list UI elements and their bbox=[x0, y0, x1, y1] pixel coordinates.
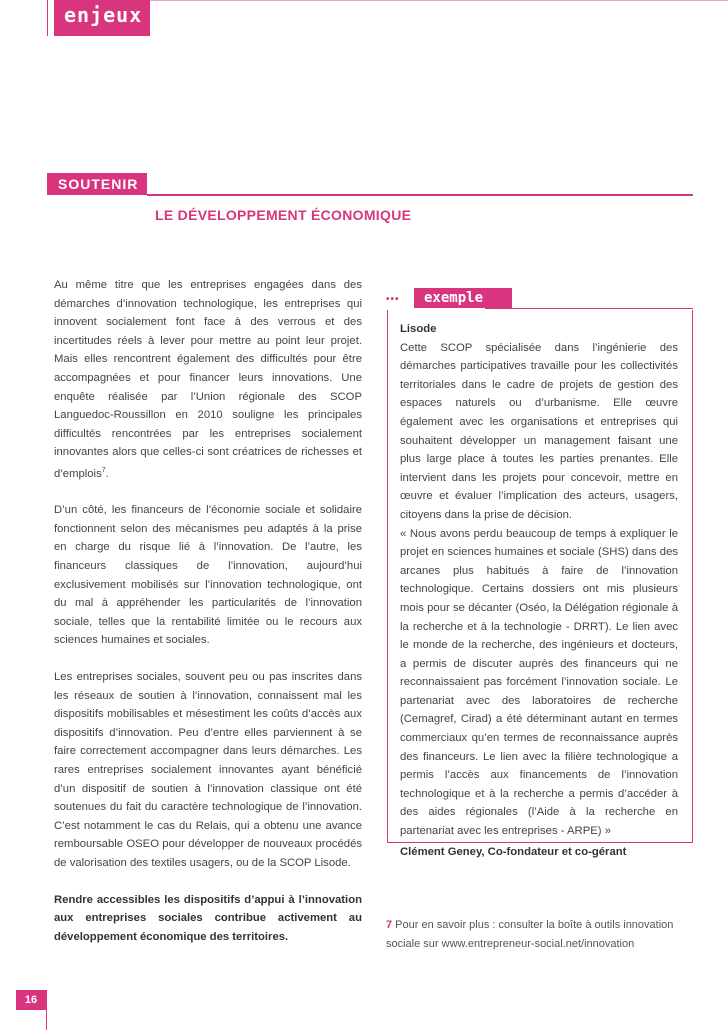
paragraph-1-text: Au même titre que les entreprises engagées dans des démarches d’innovation technologique, les entreprises qui innovent socialement font face à des verrous et des incertitudes réels à lever pour mettre au point leur projet. Mais elles rencontrent également des difficultés pour être accompagnées et pour financer leurs innovations. Une enquête réalisée par l’Union régionale des SCOP Languedoc-Roussillon en 2010 souligne les principales difficultés rencontrées par les entreprises socialement innovantes alors que celles-ci sont créatrices de richesses et d’emplois bbox=[54, 279, 362, 480]
header-rule bbox=[150, 0, 728, 1]
dots-icon: ••• bbox=[386, 294, 400, 305]
paragraph-2: D’un côté, les financeurs de l’économie sociale et solidaire fonctionnent selon des mécanismes peu adaptés à la prise en charge du risque lié à l’innovation. De l’autre, les financeurs classiques de l’innovation, aujourd’hui exclusivement mobilisés sur l’innovation technologique, ont du mal à appréhender les particularités de l’innovation sociale, telles que la rentabilité limitée ou le recours aux sciences humaines et sociales. bbox=[54, 504, 362, 647]
example-quote: « Nous avons perdu beaucoup de temps à expliquer le projet en sciences humaines et sociale (SHS) dans des arcanes plus habitués à faire de l’innovation technologique. Certains dossiers ont mis plusieurs mois pour se décanter (Oséo, la Délégation régionale à la recherche et à la technologie - DRRT). Le lien avec le monde de la recherche, des ingénieurs et docteurs, a permis de discuter auprès des financeurs qui ne reconnaissaient pas forcément l’innovation sociale. Le partenariat avec des laboratoires de recherche (Cemagref, Cirad) a été déterminant autant en termes commerciaux qu’en termes de reconnaissance auprès des financeurs. Le lien avec la filière technologique a permis l’accès aux financements de l’innovation technologique et à la recherche a permis d’accéder à des aides régionales (l’Aide à la recherche en partenariat avec les entreprises - ARPE) » bbox=[400, 527, 678, 838]
example-text bbox=[400, 320, 678, 861]
page-title: LE DÉVELOPPEMENT ÉCONOMIQUE bbox=[155, 207, 412, 223]
page-number: 16 bbox=[16, 990, 46, 1010]
footnote-ref: 7 bbox=[101, 466, 106, 474]
paragraph-4-conclusion: Rendre accessibles les dispositifs d’appui à l’innovation aux entreprises sociales contribue activement au développement économique des territoires. bbox=[54, 893, 362, 943]
example-label: exemple bbox=[414, 288, 512, 308]
section-label: SOUTENIR bbox=[47, 173, 147, 195]
footnote bbox=[386, 916, 706, 953]
paragraph-1-end: . bbox=[105, 467, 109, 480]
header-left-rule bbox=[47, 0, 48, 36]
section-rule bbox=[147, 194, 693, 196]
section-tab bbox=[54, 0, 150, 36]
example-description: Cette SCOP spécialisée dans l’ingénierie des démarches participatives travaille pour les collectivités territoriales dans le cadre de projets de gestion des espaces naturels ou d’urbanisme. Elle œuvre également avec les organisations et entreprises qui souhaitent développer un management faisant une plus large place à toutes les parties prenantes. Elle intervient dans les projets pour concevoir, mettre en œuvre et évaluer l’implication des acteurs, usagers, citoyens dans la prise de décision. bbox=[400, 341, 678, 521]
paragraph-1 bbox=[54, 276, 362, 483]
section-tab-label: enjeux bbox=[64, 3, 143, 27]
paragraph-3: Les entreprises sociales, souvent peu ou pas inscrites dans les réseaux de soutien à l’innovation, connaissent mal les dispositifs mobilisables et mésestiment les coûts d’accès aux dispositifs d’innovation. Peu d’entre elles parviennent à se faire correctement accompagner dans leurs démarches. Les rares entreprises socialement innovantes ayant bénéficié d’un dispositif de soutien à l’innovation classique ont été soutenues du fait du caractère technologique de l’innovation. C’est notamment le cas du Relais, qui a obtenu une avance remboursable OSEO pour développer de nouveaux procédés de valorisation des textiles usagers, ou de la SCOP Lisode. bbox=[54, 671, 362, 869]
example-signature: Clément Geney, Co-fondateur et co-gérant bbox=[400, 845, 627, 858]
example-top-rule bbox=[485, 308, 693, 309]
footnote-text: Pour en savoir plus : consulter la boîte à outils innovation sociale sur www.entrepreneur-social.net/innovation bbox=[386, 919, 674, 950]
page-number-rule bbox=[46, 990, 47, 1030]
example-title: Lisode bbox=[400, 323, 437, 335]
main-text-column bbox=[54, 276, 362, 964]
footnote-number: 7 bbox=[386, 919, 393, 931]
